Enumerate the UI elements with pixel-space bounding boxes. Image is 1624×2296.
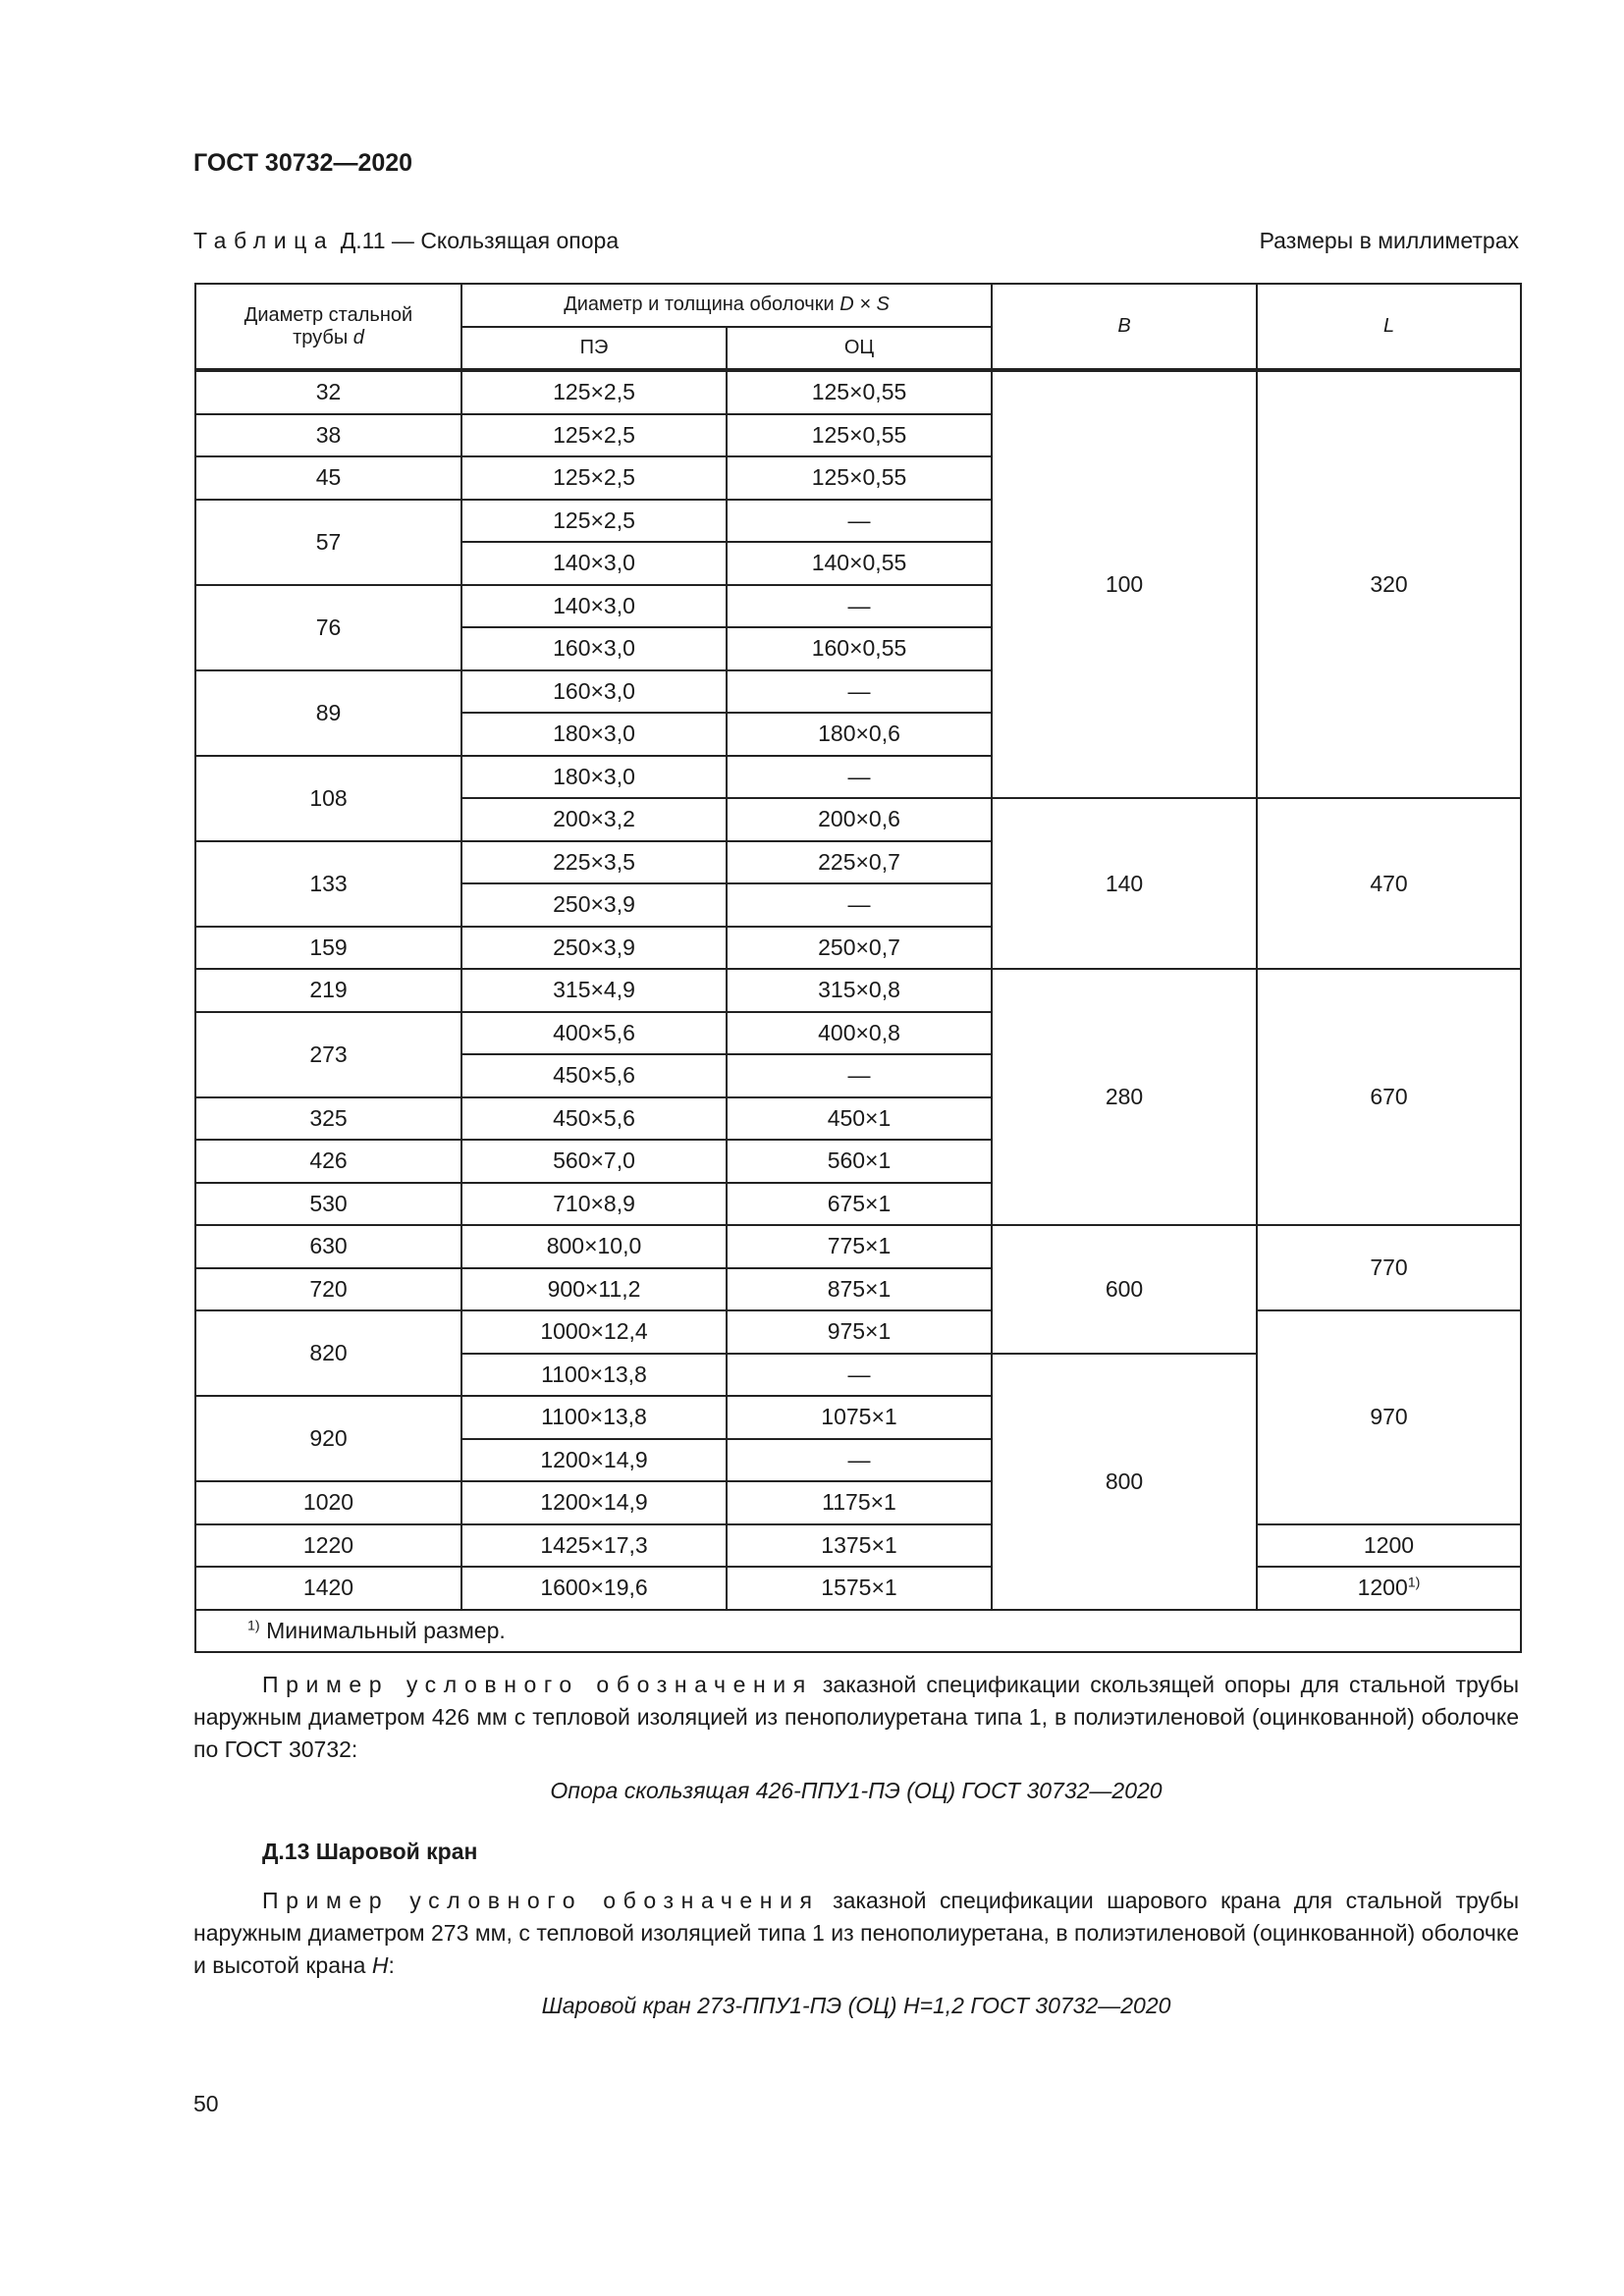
cell-oc: 160×0,55 [727,627,992,670]
cell-pe: 1600×19,6 [461,1567,727,1610]
cell-oc: — [727,756,992,799]
cell-d: 273 [195,1012,461,1097]
cell-b-group: 800 [992,1354,1257,1610]
cell-pe: 180×3,0 [461,713,727,756]
cell-b-group: 100 [992,370,1257,798]
table-units: Размеры в миллиметрах [1259,228,1519,253]
cell-oc: 125×0,55 [727,414,992,457]
cell-pe: 315×4,9 [461,969,727,1012]
designation-sliding-support: Опора скользящая 426-ППУ1-ПЭ (ОЦ) ГОСТ 30732—2020 [550,1778,1163,1803]
cell-oc: 125×0,55 [727,456,992,500]
cell-d: 76 [195,585,461,670]
table-caption-title: Таблица Д.11 — Скользящая опора [193,228,620,253]
cell-pe: 140×3,0 [461,542,727,585]
table-row [195,1225,1521,1268]
cell-pe: 125×2,5 [461,500,727,543]
cell-oc: 775×1 [727,1225,992,1268]
cell-pe: 125×2,5 [461,414,727,457]
header-pe: ПЭ [461,327,727,371]
cell-pe: 125×2,5 [461,456,727,500]
header-shell-diameter-thickness: Диаметр и толщина оболочки D × S [461,284,992,327]
cell-l-group: 1200 [1257,1524,1521,1568]
cell-oc: 1575×1 [727,1567,992,1610]
cell-pe: 900×11,2 [461,1268,727,1311]
cell-oc: 140×0,55 [727,542,992,585]
cell-l-group: 970 [1257,1310,1521,1524]
cell-oc: — [727,500,992,543]
cell-d: 426 [195,1140,461,1183]
cell-b-group: 140 [992,798,1257,969]
cell-oc: 1175×1 [727,1481,992,1524]
sliding-support-table [194,283,1522,1653]
cell-pe: 450×5,6 [461,1097,727,1141]
cell-pe: 560×7,0 [461,1140,727,1183]
cell-d: 630 [195,1225,461,1268]
cell-oc: 450×1 [727,1097,992,1141]
cell-d: 1020 [195,1481,461,1524]
cell-oc: 225×0,7 [727,841,992,884]
table-row [195,1567,1521,1610]
cell-oc: — [727,585,992,628]
header-b: B [992,284,1257,370]
cell-d: 32 [195,370,461,414]
cell-pe: 160×3,0 [461,627,727,670]
section-title-ball-valve: Д.13 Шаровой кран [262,1839,478,1864]
cell-pe: 225×3,5 [461,841,727,884]
cell-pe: 1200×14,9 [461,1481,727,1524]
cell-pe: 250×3,9 [461,883,727,927]
cell-oc: — [727,1439,992,1482]
header-steel-pipe-diameter: Диаметр стальной трубы d [195,284,461,370]
cell-oc: — [727,1054,992,1097]
cell-d: 920 [195,1396,461,1481]
cell-d: 325 [195,1097,461,1141]
example-paragraph-sliding-support: Пример условного обозначения заказной спецификации скользящей опоры для стальной трубы наружным диаметром 426 мм с тепловой изоляцией из пенополиуретана типа 1, в полиэтиленовой (оцинкованной) оболочке по ГОСТ 30732: [193,1672,1519,1762]
cell-d: 38 [195,414,461,457]
cell-oc: 1075×1 [727,1396,992,1439]
cell-pe: 1425×17,3 [461,1524,727,1568]
cell-d: 720 [195,1268,461,1311]
cell-d: 89 [195,670,461,756]
footnote-ref: 1) [1407,1575,1421,1591]
cell-d: 219 [195,969,461,1012]
cell-d: 1420 [195,1567,461,1610]
cell-d: 45 [195,456,461,500]
cell-oc: 200×0,6 [727,798,992,841]
cell-oc: — [727,1354,992,1397]
header-oc: ОЦ [727,327,992,371]
cell-oc: 875×1 [727,1268,992,1311]
footnote-row [195,1610,1521,1653]
cell-oc: 315×0,8 [727,969,992,1012]
cell-oc: 400×0,8 [727,1012,992,1055]
cell-b-group: 280 [992,969,1257,1225]
header-l: L [1257,284,1521,370]
cell-d: 108 [195,756,461,841]
cell-b-group: 600 [992,1225,1257,1354]
cell-pe: 710×8,9 [461,1183,727,1226]
footnote: $^{1)}$ Минимальный размер. [195,1610,1521,1653]
cell-oc: 125×0,55 [727,370,992,414]
example-paragraph-ball-valve: Пример условного обозначения заказной спецификации шарового крана для стальной трубы наружным диаметром 273 мм, с тепловой изоляцией типа 1 из пенополиуретана, в полиэтиленовой (оцинкованной) оболочке и высотой крана H: [193,1888,1519,1978]
cell-pe: 125×2,5 [461,370,727,414]
cell-oc: — [727,670,992,714]
cell-pe: 1100×13,8 [461,1396,727,1439]
cell-oc: — [727,883,992,927]
cell-pe: 180×3,0 [461,756,727,799]
table-row [195,969,1521,1012]
cell-pe: 250×3,9 [461,927,727,970]
cell-oc: 560×1 [727,1140,992,1183]
cell-d: 133 [195,841,461,927]
cell-l-group: 1200$^{1)}$ [1257,1567,1521,1610]
table-row [195,370,1521,414]
cell-d: 57 [195,500,461,585]
cell-pe: 140×3,0 [461,585,727,628]
cell-oc: 250×0,7 [727,927,992,970]
designation-ball-valve: Шаровой кран 273-ППУ1-ПЭ (ОЦ) H=1,2 ГОСТ 30732—2020 [541,1993,1171,2018]
cell-oc: 975×1 [727,1310,992,1354]
cell-l-group: 470 [1257,798,1521,969]
cell-l-group: 670 [1257,969,1521,1225]
cell-pe: 1000×12,4 [461,1310,727,1354]
cell-l-group: 770 [1257,1225,1521,1310]
cell-oc: 1375×1 [727,1524,992,1568]
cell-oc: 675×1 [727,1183,992,1226]
cell-pe: 450×5,6 [461,1054,727,1097]
cell-pe: 800×10,0 [461,1225,727,1268]
cell-pe: 160×3,0 [461,670,727,714]
cell-pe: 1200×14,9 [461,1439,727,1482]
cell-oc: 180×0,6 [727,713,992,756]
table-row [195,1310,1521,1354]
cell-d: 159 [195,927,461,970]
cell-pe: 400×5,6 [461,1012,727,1055]
cell-d: 820 [195,1310,461,1396]
document-header: ГОСТ 30732—2020 [193,149,413,177]
cell-d: 1220 [195,1524,461,1568]
cell-pe: 200×3,2 [461,798,727,841]
table-row [195,1524,1521,1568]
cell-l-group: 320 [1257,370,1521,798]
cell-pe: 1100×13,8 [461,1354,727,1397]
table-caption [193,228,1519,254]
page-number: 50 [193,2091,219,2116]
cell-d: 530 [195,1183,461,1226]
